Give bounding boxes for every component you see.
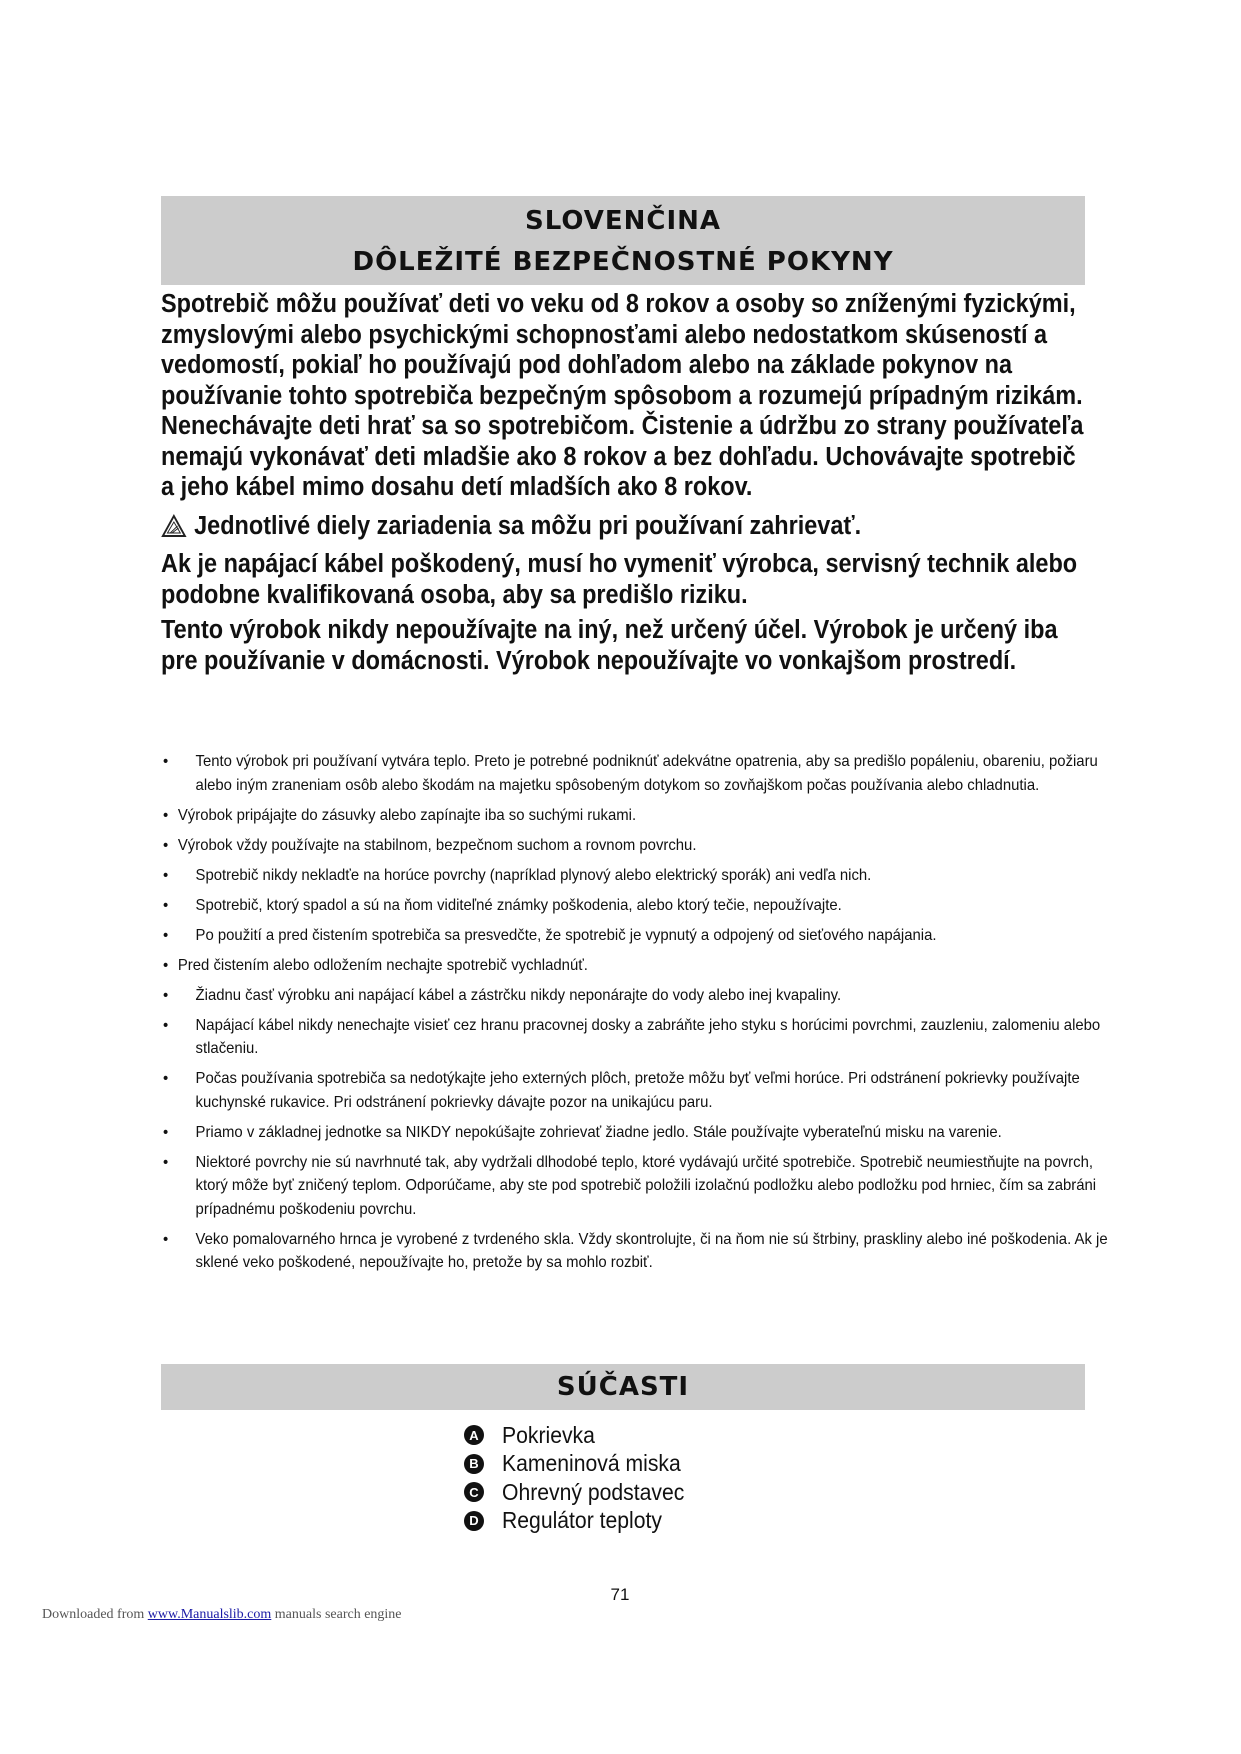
hot-parts-text: Jednotlivé diely zariadenia sa môžu pri používaní zahrievať. — [194, 511, 862, 540]
list-item: • Pred čistením alebo odložením nechajte spotrebič vychladnúť. — [163, 956, 588, 974]
list-item: • Výrobok pripájajte do zásuvky alebo zapínajte iba so suchými rukami. — [163, 806, 637, 824]
list-item: • Žiadnu časť výrobku ani napájací kábel a zástrčku nikdy neponárajte do vody alebo inej kvapaliny. — [163, 986, 842, 1004]
list-item: • Počas používania spotrebiča sa nedotýkajte jeho externých plôch, pretože môžu byť veľmi horúce. Pri odstránení pokrievky používajte kuchynské rukavice. Pri odstránení pokrievky dávajte pozor na unikajúcu paru. — [163, 1070, 1080, 1111]
part-letter-badge: D — [464, 1511, 484, 1531]
part-item — [464, 1507, 700, 1536]
manualslib-link[interactable]: www.Manualslib.com — [147, 1607, 272, 1622]
list-item: • Spotrebič, ktorý spadol a sú na ňom viditeľné známky poškodenia, alebo ktorý tečie, nepoužívajte. — [163, 896, 842, 914]
hot-parts-warning — [161, 511, 1090, 542]
part-name: Pokrievka — [502, 1421, 595, 1448]
parts-list — [464, 1421, 700, 1535]
intended-use-warning: Tento výrobok nikdy nepoužívajte na iný, než určený účel. Výrobok je určený iba pre používanie v domácnosti. Výrobok nepoužívajte vo vonkajšom prostredí. — [161, 616, 1058, 675]
list-item: • Priamo v základnej jednotke sa NIKDY nepokúšajte zohrievať žiadne jedlo. Stále používajte vyberateľnú misku na varenie. — [163, 1123, 1002, 1141]
list-item: • Spotrebič nikdy nekladťe na horúce povrchy (napríklad plynový alebo elektrický sporák) ani vedľa nich. — [163, 866, 872, 884]
language-heading: SLOVENČINA — [524, 206, 722, 236]
part-name: Ohrevný podstavec — [502, 1478, 685, 1505]
safety-bullet-list — [163, 750, 1108, 1281]
bold-warnings — [161, 289, 1091, 676]
list-item: • Napájací kábel nikdy nenechajte visieť cez hranu pracovnej dosky a zabráňte jeho styku s horúcimi povrchmi, zauzleniu, zalomeniu alebo stlačeniu. — [163, 1016, 1101, 1057]
list-item: • Veko pomalovarného hrnca je vyrobené z tvrdeného skla. Vždy skontrolujte, či na ňom nie sú štrbiny, praskliny alebo iné poškodenia. Ak je sklené veko poškodené, nepoužívajte ho, pretože by sa mohlo rozbiť. — [163, 1230, 1108, 1271]
page-number: 71 — [610, 1585, 630, 1604]
cable-damage-warning: Ak je napájací kábel poškodený, musí ho vymeniť výrobca, servisný technik alebo podobne kvalifikovaná osoba, aby sa predišlo riziku. — [161, 550, 1078, 609]
list-item: • Výrobok vždy používajte na stabilnom, bezpečnom suchom a rovnom povrchu. — [163, 836, 697, 854]
footer-prefix: Downloaded from — [42, 1607, 145, 1622]
parts-title: SÚČASTI — [556, 1372, 690, 1402]
list-item: • Niektoré povrchy nie sú navrhnuté tak, aby vydržali dlhodobé teplo, ktoré vydávajú určité spotrebiče. Spotrebič neumiestňujte na povrch, ktorý môže byť zničený teplom. Odporúčame, aby ste pod spotrebič položili izolačnú podložku alebo podložku pod hrniec, čím sa zabráni prípadnému poškodeniu povrchu. — [163, 1153, 1097, 1218]
footer-suffix: manuals search engine — [274, 1607, 402, 1622]
part-item — [464, 1421, 700, 1450]
children-warning: Spotrebič môžu používať deti vo veku od 8 rokov a osoby so zníženými fyzickými, zmyslovými alebo psychickými schopnosťami alebo nedostatkom skúseností a vedomostí, pokiaľ ho používajú pod dohľadom alebo na základe pokynov na používanie tohto spotrebiča bezpečným spôsobom a rozumejú prípadným rizikám. Nenechávajte deti hrať sa so spotrebičom. Čistenie a údržbu zo strany používateľa nemajú vykonávať deti mladšie ako 8 rokov a bez dohľadu. Uchovávajte spotrebič a jeho kábel mimo dosahu detí mladších ako 8 rokov. — [161, 290, 1084, 501]
list-item: • Tento výrobok pri používaní vytvára teplo. Preto je potrebné podniknúť adekvátne opatrenia, aby sa predišlo popáleniu, obareniu, požiaru alebo iným zraneniam osôb alebo škodám na majetku spôsobeným dotykom so zovňajškom počas používania alebo chladnutia. — [163, 753, 1098, 794]
section-header — [161, 196, 1085, 285]
part-item — [464, 1478, 700, 1507]
part-letter-badge: A — [464, 1425, 484, 1445]
list-item: • Po použití a pred čistením spotrebiča sa presvedčte, že spotrebič je vypnutý a odpojený od sieťového napájania. — [163, 926, 937, 944]
download-footer — [42, 1607, 402, 1623]
part-name: Regulátor teploty — [502, 1507, 662, 1534]
warning-triangle-icon — [161, 514, 187, 538]
part-letter-badge: C — [464, 1482, 484, 1502]
safety-title: DÔLEŽITÉ BEZPEČNOSTNÉ POKYNY — [352, 247, 894, 277]
part-name: Kameninová miska — [502, 1450, 681, 1477]
parts-header — [161, 1364, 1085, 1410]
part-letter-badge: B — [464, 1454, 484, 1474]
part-item — [464, 1450, 700, 1479]
